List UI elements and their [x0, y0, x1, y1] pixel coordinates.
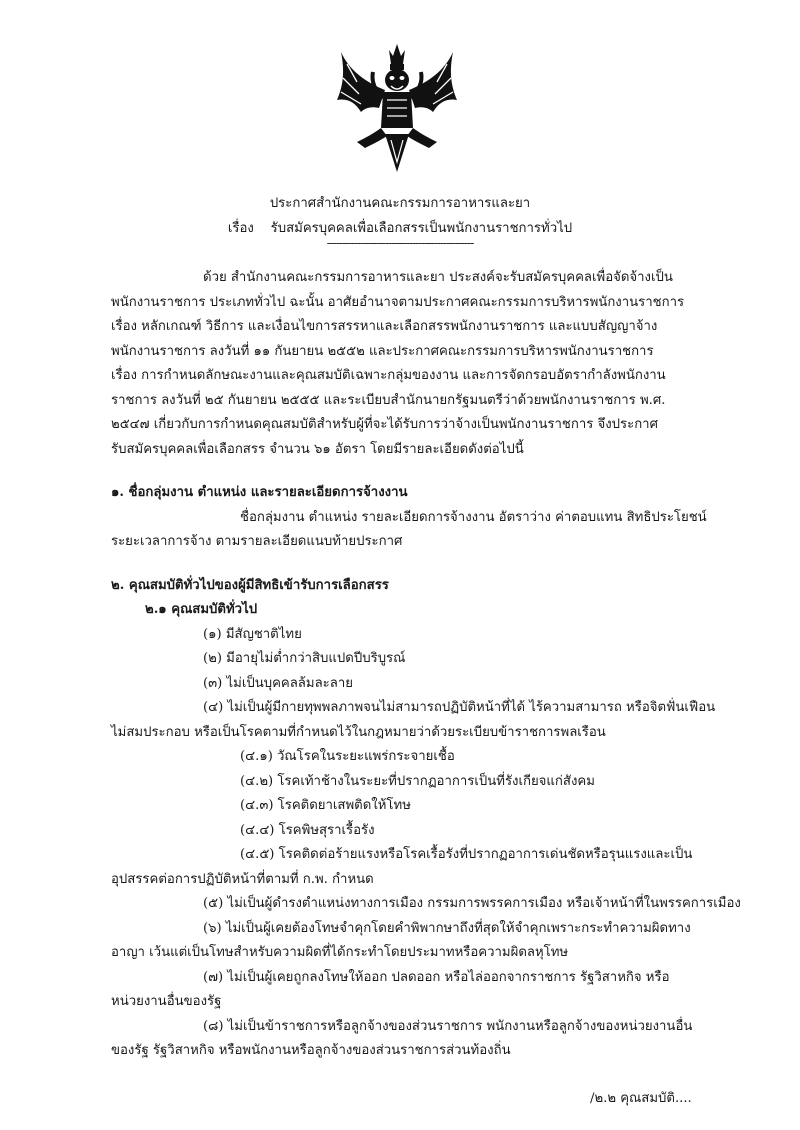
section2-heading: ๒. คุณสมบัติทั่วไปของผู้มีสิทธิเข้ารับการเลือกสรร [111, 578, 389, 593]
section1-line: ชื่อกลุ่มงาน ตำแหน่ง รายละเอียดการจ้างงาน อัตราว่าง ค่าตอบแทน สิทธิประโยชน์ [240, 510, 707, 525]
qualification-item: (๔) ไม่เป็นผู้มีกายทุพพลภาพจนไม่สามารถปฏิบัติหน้าที่ได้ ไร้ความสามารถ หรือจิตฟั่นเฟือน [203, 700, 716, 715]
qualification-item: อาญา เว้นแต่เป็นโทษสำหรับความผิดที่ได้กระทำโดยประมาทหรือความผิดลหุโทษ [111, 945, 569, 960]
announcement-title: ประกาศสำนักงานคณะกรรมการอาหารและยา [269, 196, 531, 211]
qualification-subitem: (๔.๒) โรคเท้าช้างในระยะที่ปรากฏอาการเป็นที่รังเกียจแก่สังคม [240, 774, 595, 789]
qualification-subitem: (๔.๕) โรคติดต่อร้ายแรงหรือโรคเรื้อรังที่ปรากฏอาการเด่นชัดหรือรุนแรงและเป็น [240, 847, 693, 862]
qualification-item: (๗) ไม่เป็นผู้เคยถูกลงโทษให้ออก ปลดออก หรือไล่ออกจากราชการ รัฐวิสาหกิจ หรือ [203, 970, 670, 985]
qualification-subitem: (๔.๔) โรคพิษสุราเรื้อรัง [240, 823, 375, 838]
intro-line: ๒๕๔๗ เกี่ยวกับการกำหนดคุณสมบัติสำหรับผู้ที่จะได้รับการว่าจ้างเป็นพนักงานราชการ จึงประกาศ [111, 417, 658, 432]
qualification-item: (๓) ไม่เป็นบุคคลล้มละลาย [203, 676, 353, 691]
section1-heading: ๑. ชื่อกลุ่มงาน ตำแหน่ง และรายละเอียดการจ้างงาน [111, 485, 408, 500]
section2-subheading: ๒.๑ คุณสมบัติทั่วไป [145, 602, 258, 617]
intro-line: ราชการ ลงวันที่ ๒๕ กันยายน ๒๕๕๕ และระเบียบสำนักนายกรัฐมนตรีว่าด้วยพนักงานราชการ พ.ศ. [111, 393, 666, 408]
qualification-item: (๕) ไม่เป็นผู้ดำรงตำแหน่งทางการเมือง กรรมการพรรคการเมือง หรือเจ้าหน้าที่ในพรรคการเมือง [203, 896, 741, 911]
qualification-item: หน่วยงานอื่นของรัฐ [111, 994, 222, 1009]
intro-line: รับสมัครบุคคลเพื่อเลือกสรร จำนวน ๖๑ อัตรา โดยมีรายละเอียดดังต่อไปนี้ [111, 442, 524, 457]
qualification-item: (๒) มีอายุไม่ต่ำกว่าสิบแปดปีบริบูรณ์ [203, 651, 406, 666]
qualification-item: (๘) ไม่เป็นข้าราชการหรือลูกจ้างของส่วนราชการ พนักงานหรือลูกจ้างของหน่วยงานอื่น [203, 1019, 693, 1034]
qualification-item: (๑) มีสัญชาติไทย [203, 627, 302, 642]
qualification-item: ของรัฐ รัฐวิสาหกิจ หรือพนักงานหรือลูกจ้างของส่วนราชการส่วนท้องถิ่น [111, 1043, 511, 1058]
intro-line: เรื่อง หลักเกณฑ์ วิธีการ และเงื่อนไขการสรรหาและเลือกสรรพนักงานราชการ และแบบสัญญาจ้าง [111, 319, 658, 334]
qualification-subitem: (๔.๓) โรคติดยาเสพติดให้โทษ [240, 798, 411, 813]
page-continuation: /๒.๒ คุณสมบัติ.... [590, 1091, 692, 1106]
qualification-item: (๖) ไม่เป็นผู้เคยต้องโทษจำคุกโดยคำพิพากษาถึงที่สุดให้จำคุกเพราะกระทำความผิดทาง [203, 921, 691, 936]
garuda-emblem-icon [335, 42, 459, 174]
subject-label: เรื่อง [227, 221, 254, 236]
qualification-subitem: (๔.๑) วัณโรคในระยะแพร่กระจายเชื้อ [240, 749, 455, 764]
divider-line: ------------------------------------------------ [326, 236, 474, 250]
qualification-subitem: อุปสรรคต่อการปฏิบัติหน้าที่ตามที่ ก.พ. กำหนด [111, 872, 374, 887]
qualification-item: ไม่สมประกอบ หรือเป็นโรคตามที่กำหนดไว้ในกฎหมายว่าด้วยระเบียบข้าราชการพลเรือน [111, 725, 606, 740]
intro-line: พนักงานราชการ ลงวันที่ ๑๑ กันยายน ๒๕๕๒ และประกาศคณะกรรมการบริหารพนักงานราชการ [111, 344, 654, 359]
announcement-subject [0, 217, 800, 238]
intro-line: พนักงานราชการ ประเภททั่วไป ฉะนั้น อาศัยอำนาจตามประกาศคณะกรรมการบริหารพนักงานราชการ [111, 295, 685, 310]
section1-line: ระยะเวลาการจ้าง ตามรายละเอียดแนบท้ายประกาศ [111, 534, 403, 549]
intro-line: ด้วย สำนักงานคณะกรรมการอาหารและยา ประสงค์จะรับสมัครบุคคลเพื่อจัดจ้างเป็น [203, 270, 673, 285]
subject-text: รับสมัครบุคคลเพื่อเลือกสรรเป็นพนักงานราชการทั่วไป [270, 221, 573, 236]
intro-line: เรื่อง การกำหนดลักษณะงานและคุณสมบัติเฉพาะกลุ่มของงาน และการจัดกรอบอัตรากำลังพนักงาน [111, 368, 666, 383]
